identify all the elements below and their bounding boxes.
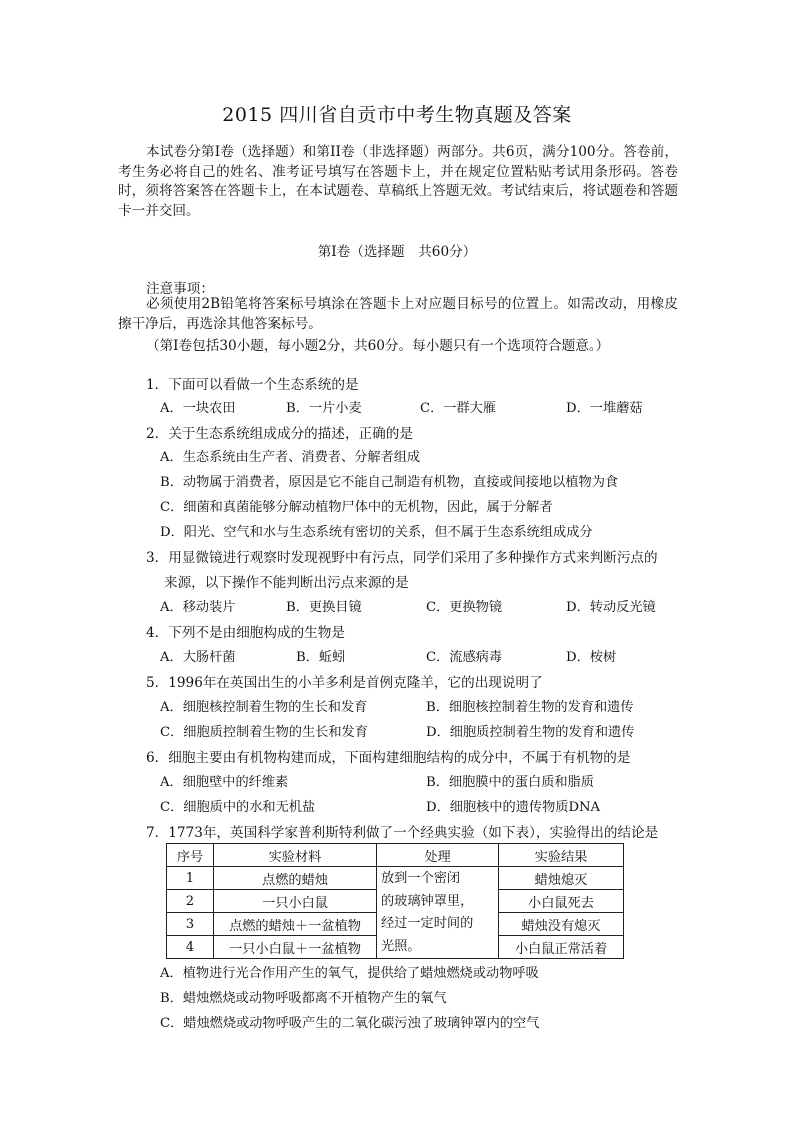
table-cell-no: 4 — [167, 936, 214, 959]
question-1-option-c: C．一群大雁 — [420, 401, 497, 416]
table-row — [167, 867, 624, 890]
question-3-option-d: D．转动反光镜 — [566, 600, 656, 615]
question-7-option-c: C．蜡烛燃烧或动物呼吸产生的二氧化碳污浊了玻璃钟罩内的空气 — [160, 1016, 540, 1031]
table-header-cell: 实验结果 — [499, 844, 624, 867]
question-4-option-b: B．蚯蚓 — [296, 650, 346, 665]
question-3-option-b: B．更换目镜 — [286, 600, 362, 615]
table-header-cell: 实验材料 — [214, 844, 377, 867]
question-7-option-a: A．植物进行光合作用产生的氧气，提供给了蜡烛燃烧或动物呼吸 — [160, 966, 539, 981]
process-line: 放到一个密闭 — [381, 871, 461, 886]
question-5-option-c: C．细胞质控制着生物的生长和发育 — [160, 725, 368, 740]
question-1-option-b: B．一片小麦 — [286, 401, 362, 416]
question-3-option-c: C．更换物镜 — [426, 600, 503, 615]
question-3-option-a: A．移动装片 — [160, 600, 236, 615]
question-5-option-a: A．细胞核控制着生物的生长和发育 — [160, 700, 368, 715]
table-cell-no: 2 — [167, 890, 214, 913]
process-line: 光照。 — [381, 938, 421, 954]
table-header-cell: 序号 — [167, 844, 214, 867]
question-7-stem: 7．1773年，英国科学家普利斯特利做了一个经典实验（如下表），实验得出的结论是 — [146, 825, 659, 841]
question-4-option-d: D．桉树 — [566, 650, 617, 665]
question-2-option-c: C．细菌和真菌能够分解动植物尸体中的无机物，因此，属于分解者 — [160, 500, 553, 515]
question-5-option-b: B．细胞核控制着生物的发育和遗传 — [426, 700, 634, 715]
question-3-stem-line-1: 3．用显微镜进行观察时发现视野中有污点，同学们采用了多种操作方式来判断污点的 — [146, 550, 658, 566]
question-2-option-a: A．生态系统由生产者、消费者、分解者组成 — [160, 450, 421, 465]
table-cell-no: 1 — [167, 867, 214, 890]
question-1-option-d: D．一堆蘑菇 — [566, 401, 643, 416]
question-1-option-a: A．一块农田 — [160, 401, 236, 416]
question-5-stem: 5．1996年在英国出生的小羊多利是首例克隆羊，它的出现说明了 — [146, 675, 543, 691]
notes-extra: （第Ⅰ卷包括30小题，每小题2分，共60分。每小题只有一个选项符合题意。） — [146, 338, 610, 354]
section-title: 第Ⅰ卷（选择题 共60分） — [317, 244, 477, 260]
process-line: 经过一定时间的 — [381, 916, 474, 931]
table-cell-result: 小白鼠正常活着 — [499, 936, 624, 959]
table-cell-result: 小白鼠死去 — [499, 890, 624, 913]
table-cell-material: 点燃的蜡烛 — [214, 867, 377, 890]
notes-text: 必须使用2B铅笔将答案标号填涂在答题卡上对应题目标号的位置上。如需改动，用橡皮擦干净后，再选涂其他答案标号。 — [118, 296, 678, 332]
question-4-option-c: C．流感病毒 — [426, 650, 503, 665]
question-6-option-c: C．细胞质中的水和无机盐 — [160, 800, 316, 815]
question-2-option-b: B．动物属于消费者，原因是它不能自己制造有机物，直接或间接地以植物为食 — [160, 475, 619, 490]
question-6-option-a: A．细胞壁中的纤维素 — [160, 775, 289, 790]
question-4-option-a: A．大肠杆菌 — [160, 650, 236, 665]
question-6-stem: 6．细胞主要由有机物构建而成，下面构建细胞结构的成分中，不属于有机物的是 — [146, 750, 631, 766]
process-line: 的玻璃钟罩里， — [381, 893, 474, 909]
page-title: 2015 四川省自贡市中考生物真题及答案 — [222, 104, 572, 126]
table-cell-material: 点燃的蜡烛＋一盆植物 — [214, 913, 377, 936]
question-2-stem: 2．关于生态系统组成成分的描述，正确的是 — [146, 426, 413, 442]
notes-heading: 注意事项： — [146, 281, 214, 297]
table-header-cell: 处理 — [377, 844, 499, 867]
question-1-stem: 1．下面可以看做一个生态系统的是 — [146, 377, 359, 393]
question-4-stem: 4．下列不是由细胞构成的生物是 — [146, 625, 345, 641]
table-cell-result: 蜡烛熄灭 — [499, 867, 624, 890]
question-2-option-d: D．阳光、空气和水与生态系统有密切的关系，但不属于生态系统组成成分 — [160, 525, 593, 540]
table-cell-material: 一只小白鼠＋一盆植物 — [214, 936, 377, 959]
question-6-option-b: B．细胞膜中的蛋白质和脂质 — [426, 775, 594, 790]
table-cell-result: 蜡烛没有熄灭 — [499, 913, 624, 936]
question-7-option-b: B．蜡烛燃烧或动物呼吸都离不开植物产生的氧气 — [160, 991, 447, 1006]
table-header-row — [167, 844, 624, 867]
table-cell-no: 3 — [167, 913, 214, 936]
question-3-stem-line-2: 来源，以下操作不能判断出污点来源的是 — [164, 575, 409, 591]
intro-paragraph: 本试卷分第Ⅰ卷（选择题）和第II卷（非选择题）两部分。共6页，满分100分。答卷前，考生务必将自己的姓名、准考证号填写在答题卡上，并在规定位置粘贴考试用条形码。答卷时，须将答案答在答题卡上，在本试题卷、草稿纸上答题无效。考试结束后，将试题卷和答题卡一并交回。 — [118, 144, 678, 219]
question-5-option-d: D．细胞质控制着生物的发育和遗传 — [426, 725, 635, 740]
experiment-table — [166, 843, 624, 959]
question-6-option-d: D．细胞核中的遗传物质DNA — [426, 800, 601, 815]
table-cell-process — [377, 867, 499, 959]
table-cell-material: 一只小白鼠 — [214, 890, 377, 913]
